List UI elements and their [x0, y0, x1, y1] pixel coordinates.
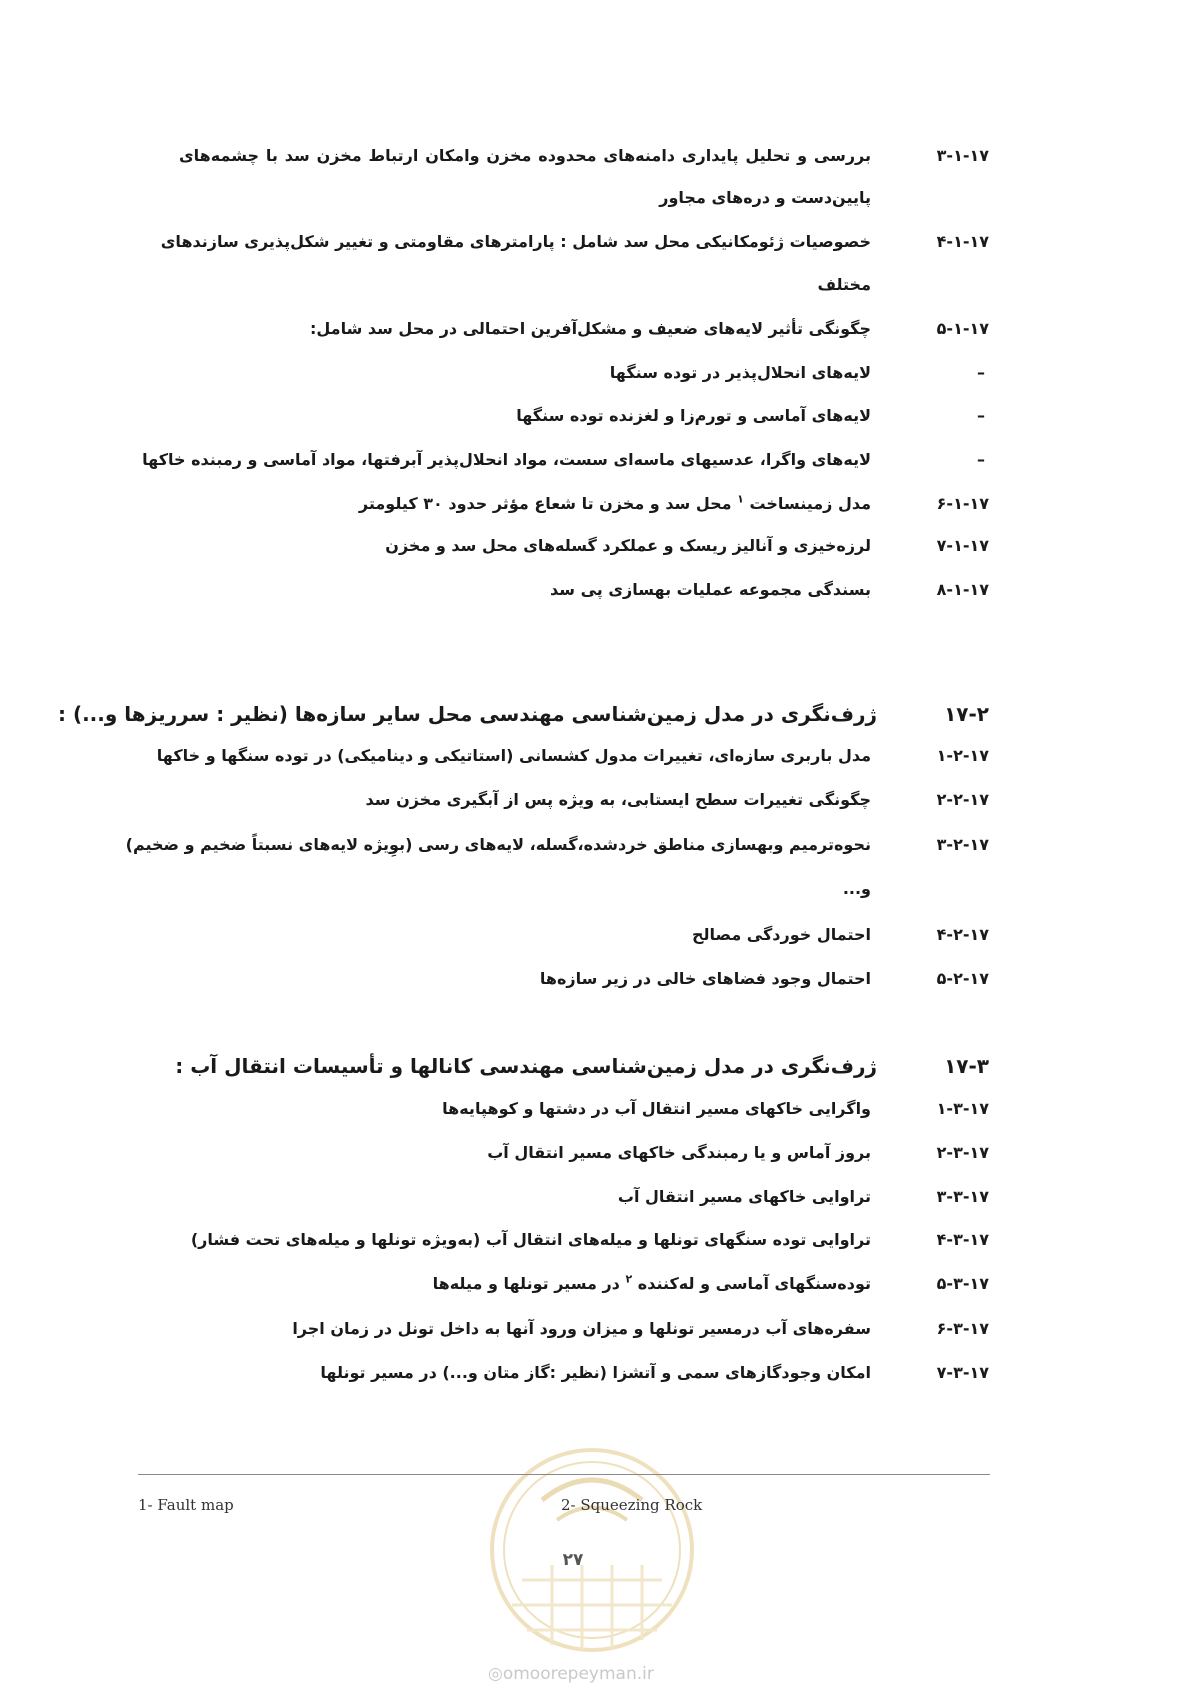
footnote-1: 1- Fault map — [138, 1496, 234, 1514]
item-continuation: مختلف — [817, 275, 871, 294]
item-number: ۶-۳-۱۷ — [936, 1319, 989, 1338]
text-part: محل سد و مخزن تا شعاع مؤثر حدود ۳۰ کیلومتر — [358, 494, 732, 513]
item-text: خصوصیات ژئومکانیکی محل سد شامل : پارامترهای مقاومتی و تغییر شکل‌پذیری سازندهای — [160, 232, 871, 251]
item-number: ۷-۱-۱۷ — [936, 536, 989, 555]
item-number: ۴-۲-۱۷ — [936, 925, 989, 944]
item-number: ۵-۳-۱۷ — [936, 1274, 989, 1293]
item-17-3-3 — [179, 1182, 989, 1212]
item-17-1-4 — [160, 227, 989, 257]
item-number: ۳-۱-۱۷ — [936, 146, 989, 165]
section-title: ژرف‌نگری در مدل زمین‌شناسی مهندسی کانالها و تأسیسات انتقال آب : — [175, 1054, 877, 1078]
item-text: مدل باربری سازه‌ای، تغییرات مدول کشسانی (استاتیکی و دینامیکی) در توده سنگها و خاکها — [156, 746, 871, 765]
item-text: چگونگی تغییرات سطح ایستابی، به ویژه پس از آبگیری مخزن سد — [365, 790, 871, 809]
item-text — [179, 1269, 871, 1299]
item-number: ۴-۳-۱۷ — [936, 1230, 989, 1249]
item-continuation: پایین‌دست و دره‌های مجاور — [659, 188, 871, 207]
item-text: تراوایی خاکهای مسیر انتقال آب — [617, 1187, 871, 1206]
item-number: ۲-۲-۱۷ — [936, 790, 989, 809]
item-17-2-3 — [125, 830, 989, 860]
bullet-item — [179, 401, 989, 431]
text-part: توده‌سنگهای آماسی و له‌کننده — [637, 1274, 871, 1293]
bullet-dash: – — [977, 363, 985, 382]
footnote-2: 2- Squeezing Rock — [561, 1496, 703, 1514]
item-text: سفره‌های آب درمسیر تونلها و میزان ورود آنها به داخل تونل در زمان اجرا — [292, 1319, 871, 1338]
item-number: ۲-۳-۱۷ — [936, 1143, 989, 1162]
item-text: احتمال خوردگی مصالح — [692, 925, 871, 944]
item-number: ۳-۳-۱۷ — [936, 1187, 989, 1206]
watermark-url — [488, 1664, 654, 1684]
item-17-2-4 — [179, 920, 989, 950]
item-text: چگونگی تأثیر لایه‌های ضعیف و مشکل‌آفرین احتمالی در محل سد شامل: — [309, 319, 871, 338]
item-number: ۳-۲-۱۷ — [936, 835, 989, 854]
item-17-2-5 — [179, 964, 989, 994]
item-number: ۸-۱-۱۷ — [936, 580, 989, 599]
bullet-dash: – — [977, 450, 985, 469]
item-17-3-4 — [179, 1225, 989, 1255]
item-text: لرزه‌خیزی و آنالیز ریسک و عملکرد گسله‌های محل سد و مخزن — [385, 536, 871, 555]
item-17-3-6 — [179, 1314, 989, 1344]
footnote-ref[interactable]: ۲ — [625, 1272, 633, 1286]
item-17-3-1 — [179, 1094, 989, 1124]
item-text: واگرایی خاکهای مسیر انتقال آب در دشتها و کوهپایه‌ها — [442, 1099, 871, 1118]
item-17-3-5 — [179, 1269, 989, 1299]
item-17-3-2 — [179, 1138, 989, 1168]
item-17-1-7 — [179, 531, 989, 561]
footnote-rule — [138, 1474, 990, 1475]
item-number: ۵-۱-۱۷ — [936, 319, 989, 338]
section-title: ژرف‌نگری در مدل زمین‌شناسی مهندسی محل سایر سازه‌ها (نظیر : سرریزها و...) : — [57, 702, 877, 726]
footnote-ref[interactable]: ۱ — [737, 492, 744, 506]
section-number: ۱۷-۳ — [944, 1054, 989, 1078]
item-number: ۱-۲-۱۷ — [936, 746, 989, 765]
text-part: در مسیر تونلها و میله‌ها — [432, 1274, 620, 1293]
bullet-item — [179, 358, 989, 388]
item-text: بررسی و تحلیل پایداری دامنه‌های محدوده مخزن وامکان ارتباط مخزن سد با چشمه‌های — [179, 146, 871, 165]
bullet-dash: – — [977, 406, 985, 425]
item-17-1-6 — [179, 489, 989, 519]
text-part: مدل زمینساخت — [749, 494, 871, 513]
section-number: ۱۷-۲ — [944, 702, 989, 726]
page-number: ۲۷ — [562, 1550, 584, 1570]
globe-icon: ◎ — [488, 1664, 503, 1684]
item-number: ۷-۳-۱۷ — [936, 1363, 989, 1382]
item-text: بسندگی مجموعه عملیات بهسازی پی سد — [550, 580, 871, 599]
item-text: لایه‌های آماسی و تورم‌زا و لغزنده توده سنگها — [516, 406, 871, 425]
item-number: ۱-۳-۱۷ — [936, 1099, 989, 1118]
item-17-2-2 — [179, 785, 989, 815]
item-number: ۴-۱-۱۷ — [936, 232, 989, 251]
section-heading — [57, 696, 989, 732]
item-17-1-3 — [179, 141, 989, 171]
item-17-3-7 — [179, 1358, 989, 1388]
item-17-1-8 — [179, 575, 989, 605]
watermark-url-text: omoorepeyman.ir — [502, 1664, 654, 1684]
item-text: تراوایی توده سنگهای تونلها و میله‌های انتقال آب (به‌ویژه تونلها و میله‌های تحت فشار) — [190, 1230, 871, 1249]
section-heading — [175, 1048, 989, 1084]
item-text — [179, 489, 871, 519]
item-number: ۵-۲-۱۷ — [936, 969, 989, 988]
item-text: احتمال وجود فضاهای خالی در زیر سازه‌ها — [539, 969, 871, 988]
item-continuation: و... — [842, 879, 871, 898]
item-text: امکان وجودگازهای سمی و آتشزا (نظیر :گاز متان و...) در مسیر تونلها — [320, 1363, 871, 1382]
bullet-item — [142, 445, 989, 475]
item-text: بروز آماس و یا رمبندگی خاکهای مسیر انتقال آب — [487, 1143, 871, 1162]
item-17-1-5 — [179, 314, 989, 344]
item-text: نحوه‌ترمیم وبهسازی مناطق خردشده،گسله، لایه‌های رسی (بوِیژه لایه‌های نسبتاً ضخیم و ضخیم) — [125, 835, 871, 854]
item-text: لایه‌های واگرا، عدسیهای ماسه‌ای سست، مواد انحلال‌پذیر آبرفتها، مواد آماسی و رمبنده خاکها — [142, 450, 871, 469]
item-text: لایه‌های انحلال‌پذیر در توده سنگها — [609, 363, 871, 382]
item-17-2-1 — [156, 741, 989, 771]
item-number: ۶-۱-۱۷ — [936, 494, 989, 513]
